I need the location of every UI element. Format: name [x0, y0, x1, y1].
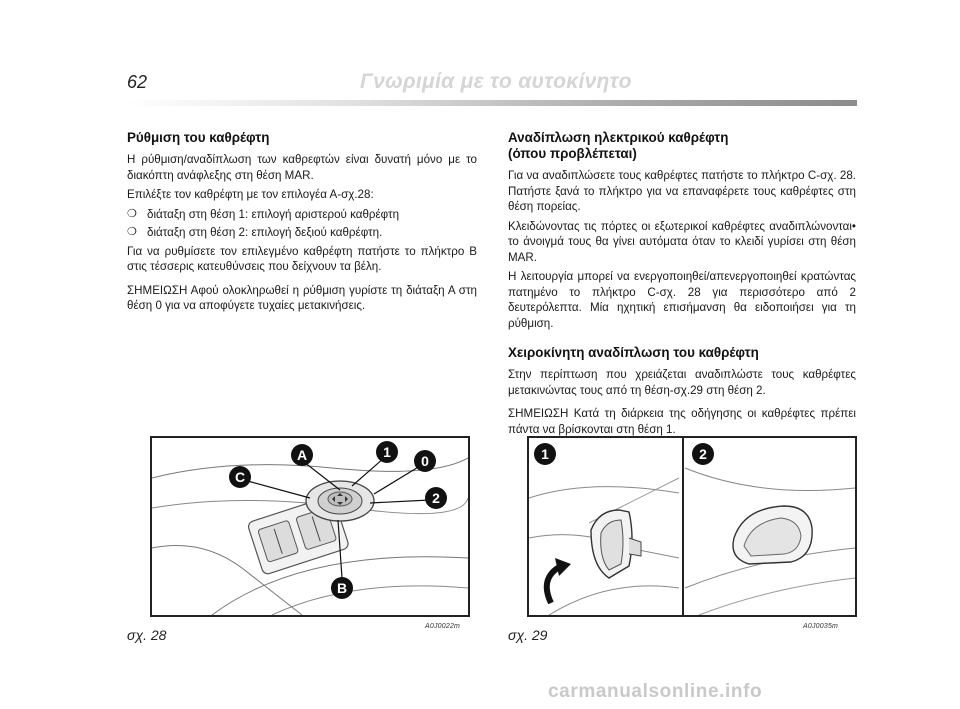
chapter-title: Γνωριμία με το αυτοκίνητο	[360, 70, 632, 93]
figure-29-manual-folding	[527, 436, 857, 617]
figure-28-code: A0J0022m	[425, 623, 461, 630]
watermark: carmanualsonline.info	[548, 681, 763, 702]
svg-text:0: 0	[421, 453, 429, 469]
note-driving: ΣΗΜΕΙΩΣΗ Κατά τη διάρκεια της οδήγησης οι καθρέφτες πρέπει πάντα να βρίσκονται στη θέση 1.	[508, 407, 856, 436]
callout-0	[414, 450, 436, 472]
mirror-position-1-icon	[529, 478, 679, 615]
figure-29-code: A0J0035m	[803, 623, 839, 630]
figure-29-illustration	[529, 438, 855, 615]
paragraph-fold: Για να αναδιπλώσετε τους καθρέφτες πατήστε το πλήκτρο C-σχ. 28. Πατήστε ξανά το πλήκτρο για να επαναφέρετε τους καθρέφτες στη θέση πορείας.	[508, 169, 856, 213]
header-gradient-bar	[127, 100, 857, 106]
callout-2	[692, 443, 714, 465]
section-title-electric-folding	[508, 130, 856, 162]
callout-2	[425, 487, 447, 509]
paragraph-adjust: Για να ρυθμίσετε τον επιλεγμένο καθρέφτη πατήστε το πλήκτρο B στις τέσσερις κατευθύνσεις που δείχνουν τα βέλη.	[127, 244, 477, 273]
note-adjust: ΣΗΜΕΙΩΣΗ Αφού ολοκληρωθεί η ρύθμιση γυρίστε τη διάταξη Α στη θέση 0 για να αποφύγετε τυχαίες μετακινήσεις.	[127, 283, 477, 312]
figure-28-mirror-control	[150, 436, 470, 617]
svg-text:2: 2	[699, 446, 707, 462]
callout-b	[331, 577, 353, 599]
callout-a	[291, 444, 313, 466]
section-title-mirror-adjustment: Ρύθμιση του καθρέφτη	[127, 130, 270, 145]
bullet-text: διάταξη στη θέση 2: επιλογή δεξιού καθρέφτη.	[147, 226, 383, 239]
figure-29-caption: σχ. 29	[508, 627, 548, 643]
callout-c	[229, 466, 251, 488]
mirror-control-knob-icon	[306, 481, 374, 521]
figure-28-illustration	[152, 438, 468, 615]
page-number: 62	[127, 72, 148, 92]
svg-text:2: 2	[432, 490, 440, 506]
paragraph-toggle: Η λειτουργία μπορεί να ενεργοποιηθεί/απενεργοποιηθεί κρατώντας πατημένο το πλήκτρο C-σχ. 28 για περισσότερο από 2 δευτερόλεπτα. Μία ηχητική επισήμανση θα ειδοποιήσει για τη ρύθμιση.	[508, 270, 856, 330]
section-title-manual-folding: Χειροκίνητη αναδίπλωση του καθρέφτη	[508, 345, 759, 360]
figure-28-caption: σχ. 28	[127, 627, 167, 643]
paragraph-select: Επιλέξτε τον καθρέφτη με τον επιλογέα Α-σχ.28:	[127, 188, 374, 201]
title-main: Αναδίπλωση ηλεκτρικού καθρέφτη	[508, 130, 729, 145]
bullet-text: διάταξη στη θέση 1: επιλογή αριστερού καθρέφτη	[147, 207, 400, 221]
title-sub: (όπου προβλέπεται)	[508, 146, 637, 161]
rotate-arrow-icon	[547, 558, 571, 603]
paragraph-intro: Η ρύθμιση/αναδίπλωση των καθρεφτών είναι δυνατή μόνο με το διακόπτη ανάφλεξης στη θέση MAR.	[127, 153, 477, 182]
callout-1	[376, 441, 398, 463]
mirror-position-2-icon	[685, 468, 855, 615]
svg-text:1: 1	[541, 446, 549, 462]
callout-1	[534, 443, 556, 465]
bullet-circle-icon: ❍	[127, 226, 137, 238]
paragraph-manual: Στην περίπτωση που χρειάζεται αναδιπλώστε τους καθρέφτες μετακινώντας τους από τη θέση-σχ.29 στη θέση 2.	[508, 368, 856, 397]
svg-text:C: C	[234, 469, 246, 485]
svg-text:B: B	[336, 580, 348, 596]
svg-text:A: A	[296, 447, 308, 463]
paragraph-lock: Κλειδώνοντας τις πόρτες οι εξωτερικοί καθρέφτες αναδιπλώνονται• το άνοιγμά τους θα γίνει αυτόματα όταν το κλειδί γυρίσει στη θέση MAR.	[508, 219, 856, 264]
bullet-item-position-2	[127, 225, 477, 241]
bullet-circle-icon: ❍	[127, 207, 137, 220]
bullet-item-position-1	[127, 207, 477, 223]
svg-text:1: 1	[383, 444, 391, 460]
right-column	[508, 130, 856, 441]
left-column	[127, 130, 477, 318]
